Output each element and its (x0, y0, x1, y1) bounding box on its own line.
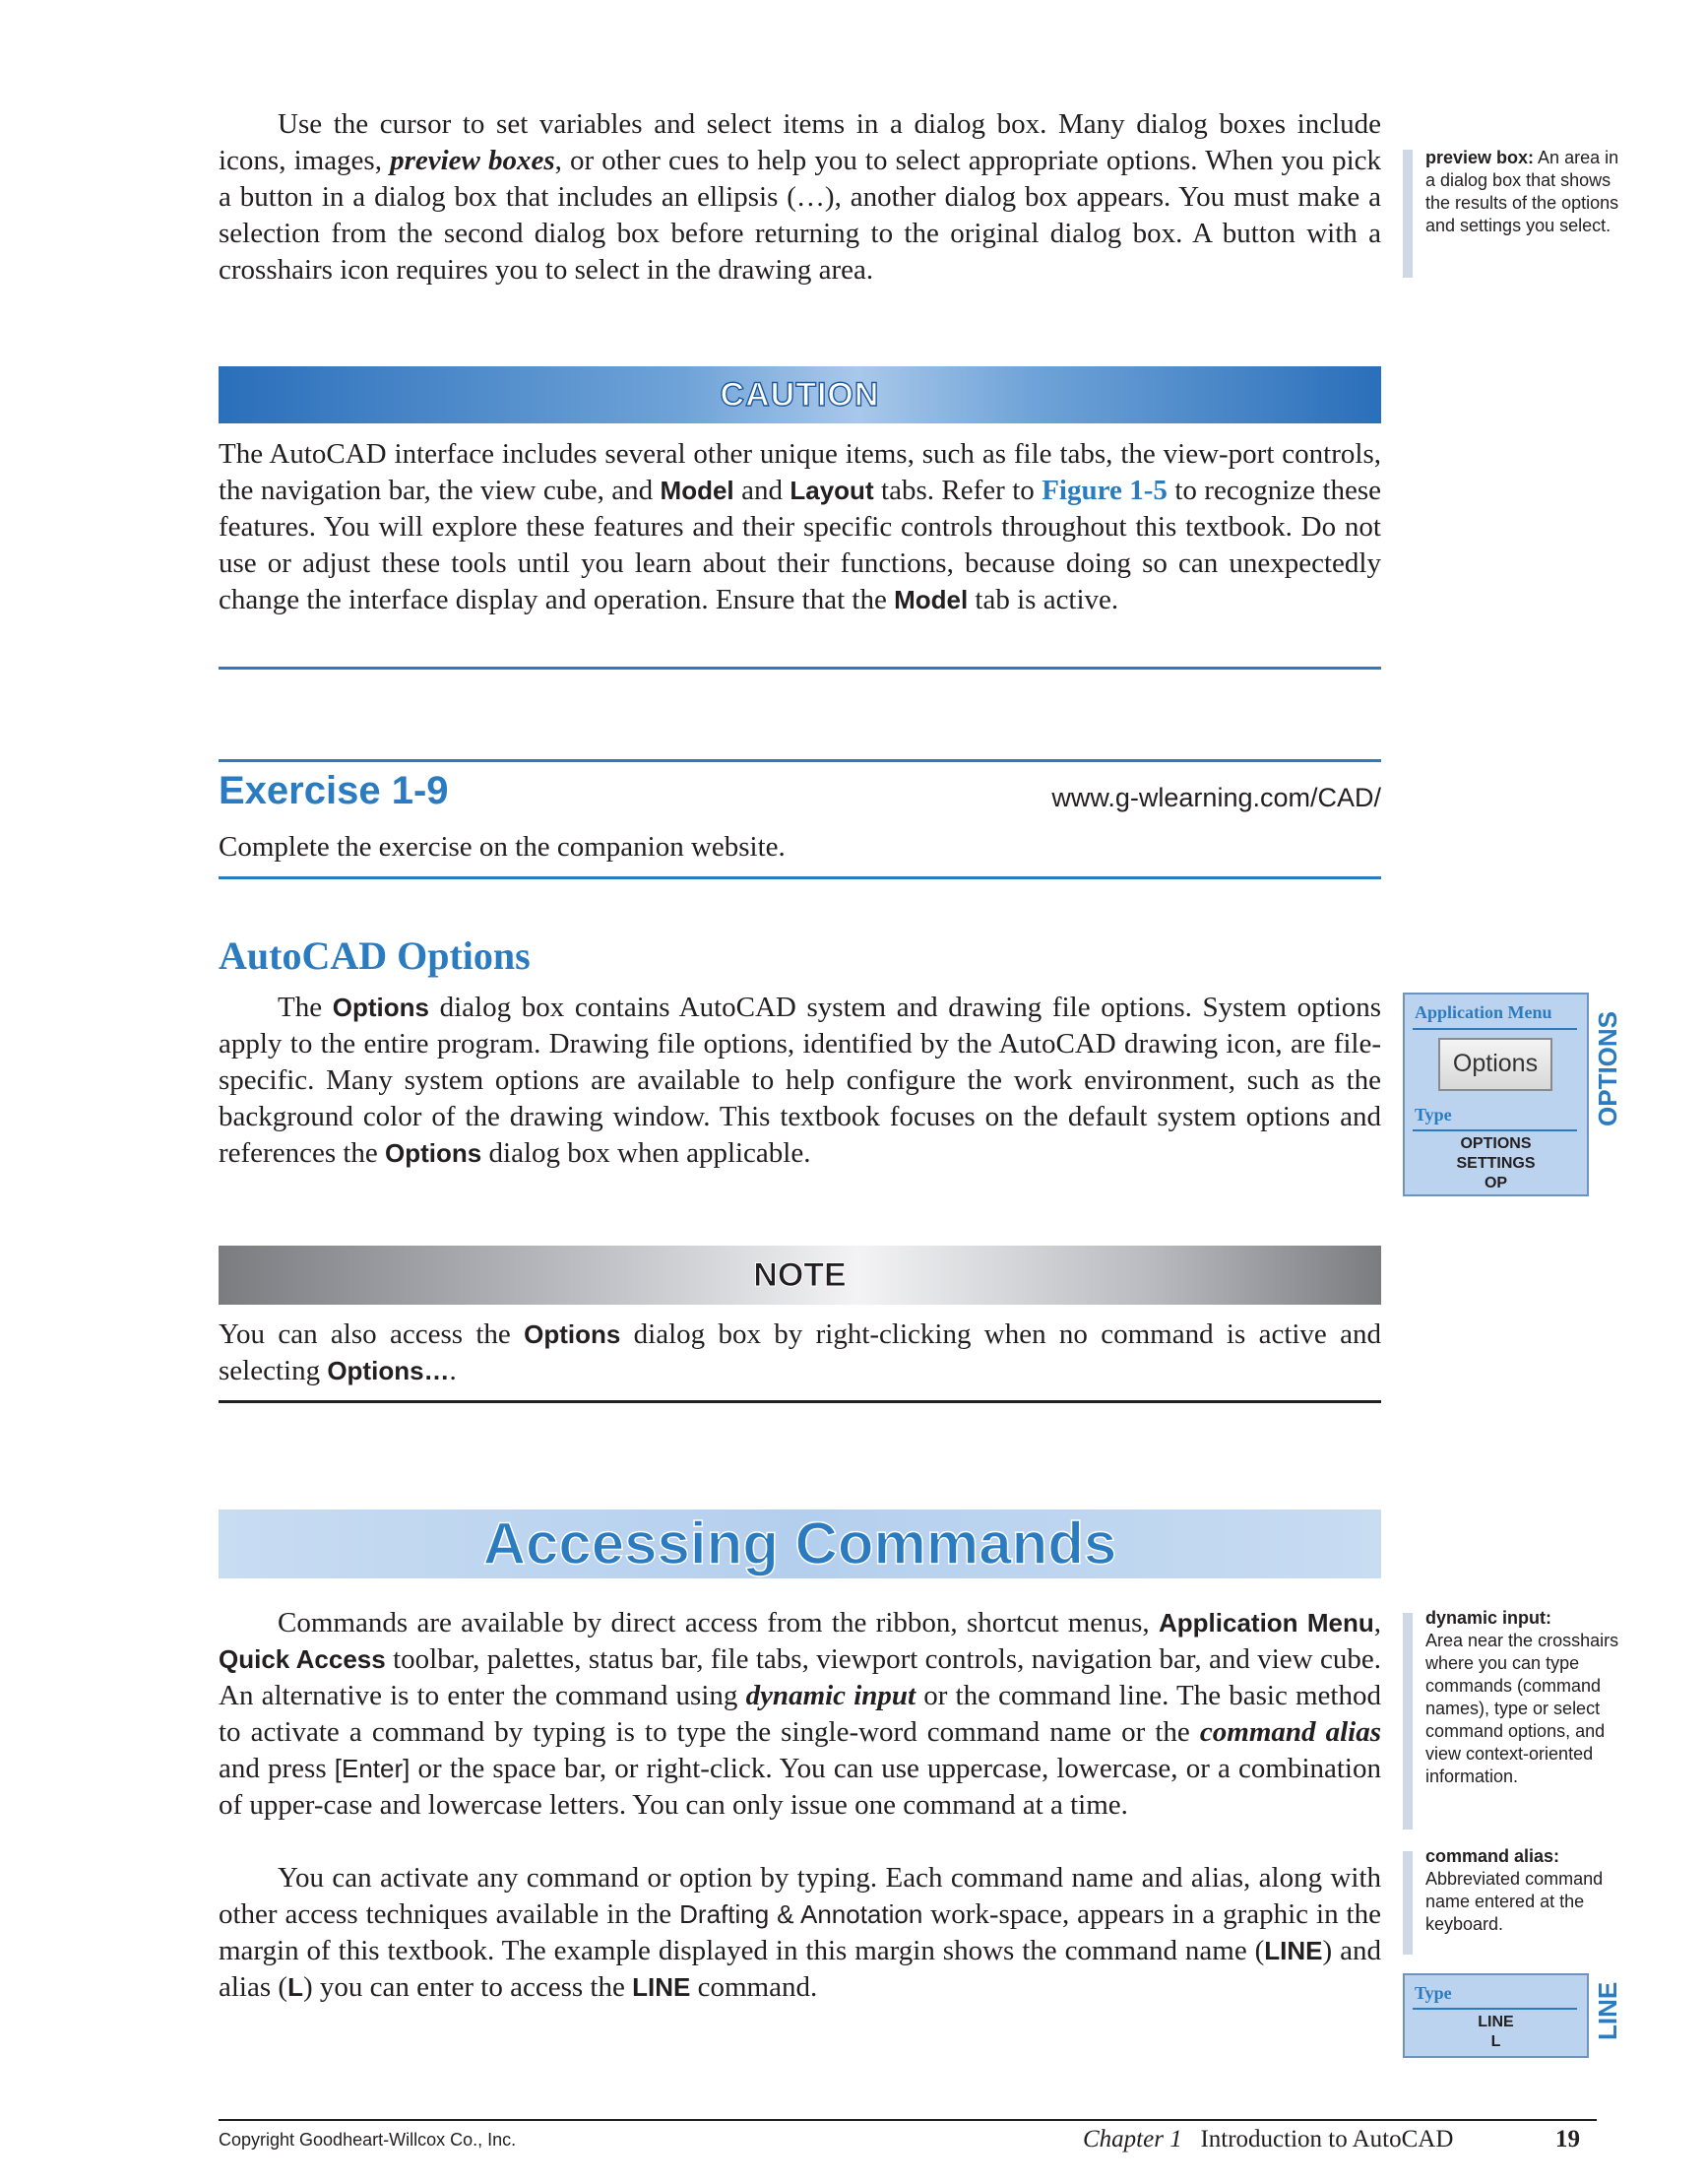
term-preview-boxes: preview boxes (390, 145, 555, 176)
caution-text: The AutoCAD interface includes several other unique items, such as file tabs, the view-port controls, the navigation bar, the view cube, and Model and Layout tabs. Refer to Figure 1-5 to recognize these features. You will explore these features and their specific controls throughout this textbook. Do not use or adjust these tools until you learn about their functions, because doing so can unexpectedly change the interface display and operation. Ensure that the Model tab is active. (219, 438, 1382, 615)
margin-bar (1403, 1851, 1413, 1955)
caution-banner (219, 366, 1381, 423)
margin-note-dynamic-input: dynamic input: Area near the crosshairs where you can type commands (command names), type or select command options, and view context-oriented information. (1425, 1608, 1619, 1786)
type-header: Type (1415, 1105, 1452, 1124)
accessing-commands-heading: Accessing Commands (482, 1510, 1117, 1576)
exercise-bottom-rule (219, 876, 1381, 879)
application-menu-header: Application Menu (1415, 1002, 1552, 1022)
type-header: Type (1415, 1983, 1452, 2003)
type-value: SETTINGS (1456, 1155, 1536, 1172)
margin-bar (1403, 150, 1413, 278)
options-button-icon[interactable]: Options (1438, 1038, 1552, 1091)
term-command-alias: command alias (1199, 1716, 1382, 1748)
accessing-commands-banner (219, 1510, 1381, 1578)
options-heading: AutoCAD Options (219, 933, 531, 978)
intro-paragraph: Use the cursor to set variables and select items in a dialog box. Many dialog boxes include icons, images, preview boxes, or other cues to help you to select appropriate options. When you pick a button in a dialog box that includes an ellipsis (…), another dialog box appears. You must make a selection from the second dialog box before returning to the original dialog box. A button with a crosshairs icon requires you to select in the drawing area. (219, 108, 1381, 286)
line-side-label: LINE (1593, 1981, 1622, 2040)
accessing-paragraph-2: You can activate any command or option by typing. Each command name and alias, along with other access techniques available in the Drafting & Annotation work-space, appears in a graphic in the margin of this textbook. The example displayed in this margin shows the command name (LINE) and alias (L) you can enter to access the LINE command. (219, 1862, 1381, 2003)
footer-copyright: Copyright Goodheart-Willcox Co., Inc. (219, 2130, 517, 2150)
caution-label: CAUTION (720, 376, 880, 414)
box-rule (1413, 1129, 1577, 1131)
page-number: 19 (1555, 2126, 1580, 2152)
type-value: OPTIONS (1460, 1135, 1532, 1152)
options-command-box (1403, 993, 1589, 1196)
note-bottom-rule (219, 1400, 1381, 1403)
margin-note-command-alias: command alias: Abbreviated command name entered at the keyboard. (1425, 1846, 1604, 1934)
line-command-box (1403, 1973, 1589, 2058)
margin-note-preview-box: preview box: An area in a dialog box that shows the results of the options and settings you select. (1425, 148, 1619, 235)
note-text: You can also access the Options dialog box by right-clicking when no command is active and selecting Options…. (219, 1318, 1382, 1386)
box-rule (1413, 2008, 1577, 2010)
term-dynamic-input: dynamic input (745, 1680, 916, 1711)
note-label: NOTE (753, 1256, 847, 1294)
options-paragraph: The Options dialog box contains AutoCAD system and drawing file options. System options apply to the entire program. Drawing file options, identified by the AutoCAD drawing icon, are file-specific. Many system options are available to help configure the work environment, such as the background color of the drawing window. This textbook focuses on the default system options and references the Options dialog box when applicable. (219, 992, 1381, 1169)
note-banner (219, 1246, 1381, 1305)
type-value: L (1490, 2033, 1501, 2050)
exercise-url[interactable]: www.g-wlearning.com/CAD/ (1051, 783, 1381, 812)
exercise-text: Complete the exercise on the companion website. (219, 831, 786, 863)
options-side-label: OPTIONS (1593, 1010, 1622, 1126)
type-value: OP (1484, 1175, 1508, 1191)
type-value: LINE (1478, 2014, 1514, 2030)
margin-bar (1403, 1613, 1413, 1830)
exercise-title: Exercise 1-9 (219, 769, 449, 812)
figure-reference[interactable]: Figure 1-5 (1042, 475, 1168, 506)
footer-chapter: Chapter 1 Introduction to AutoCAD (1083, 2126, 1454, 2152)
box-rule (1413, 1028, 1577, 1030)
exercise-top-rule (219, 759, 1381, 762)
accessing-paragraph-1: Commands are available by direct access from the ribbon, shortcut menus, Application Menu, Quick Access toolbar, palettes, status bar, file tabs, viewport controls, navigation bar, and view cube. An alternative is to enter the command using dynamic input or the command line. The basic method to activate a command by typing is to type the single-word command name or the command alias and press [Enter] or the space bar, or right-click. You can use uppercase, lowercase, or a combination of upper-case and lowercase letters. You can only issue one command at a time. (219, 1607, 1382, 1821)
footer-rule (219, 2119, 1597, 2121)
caution-bottom-rule (219, 667, 1381, 670)
